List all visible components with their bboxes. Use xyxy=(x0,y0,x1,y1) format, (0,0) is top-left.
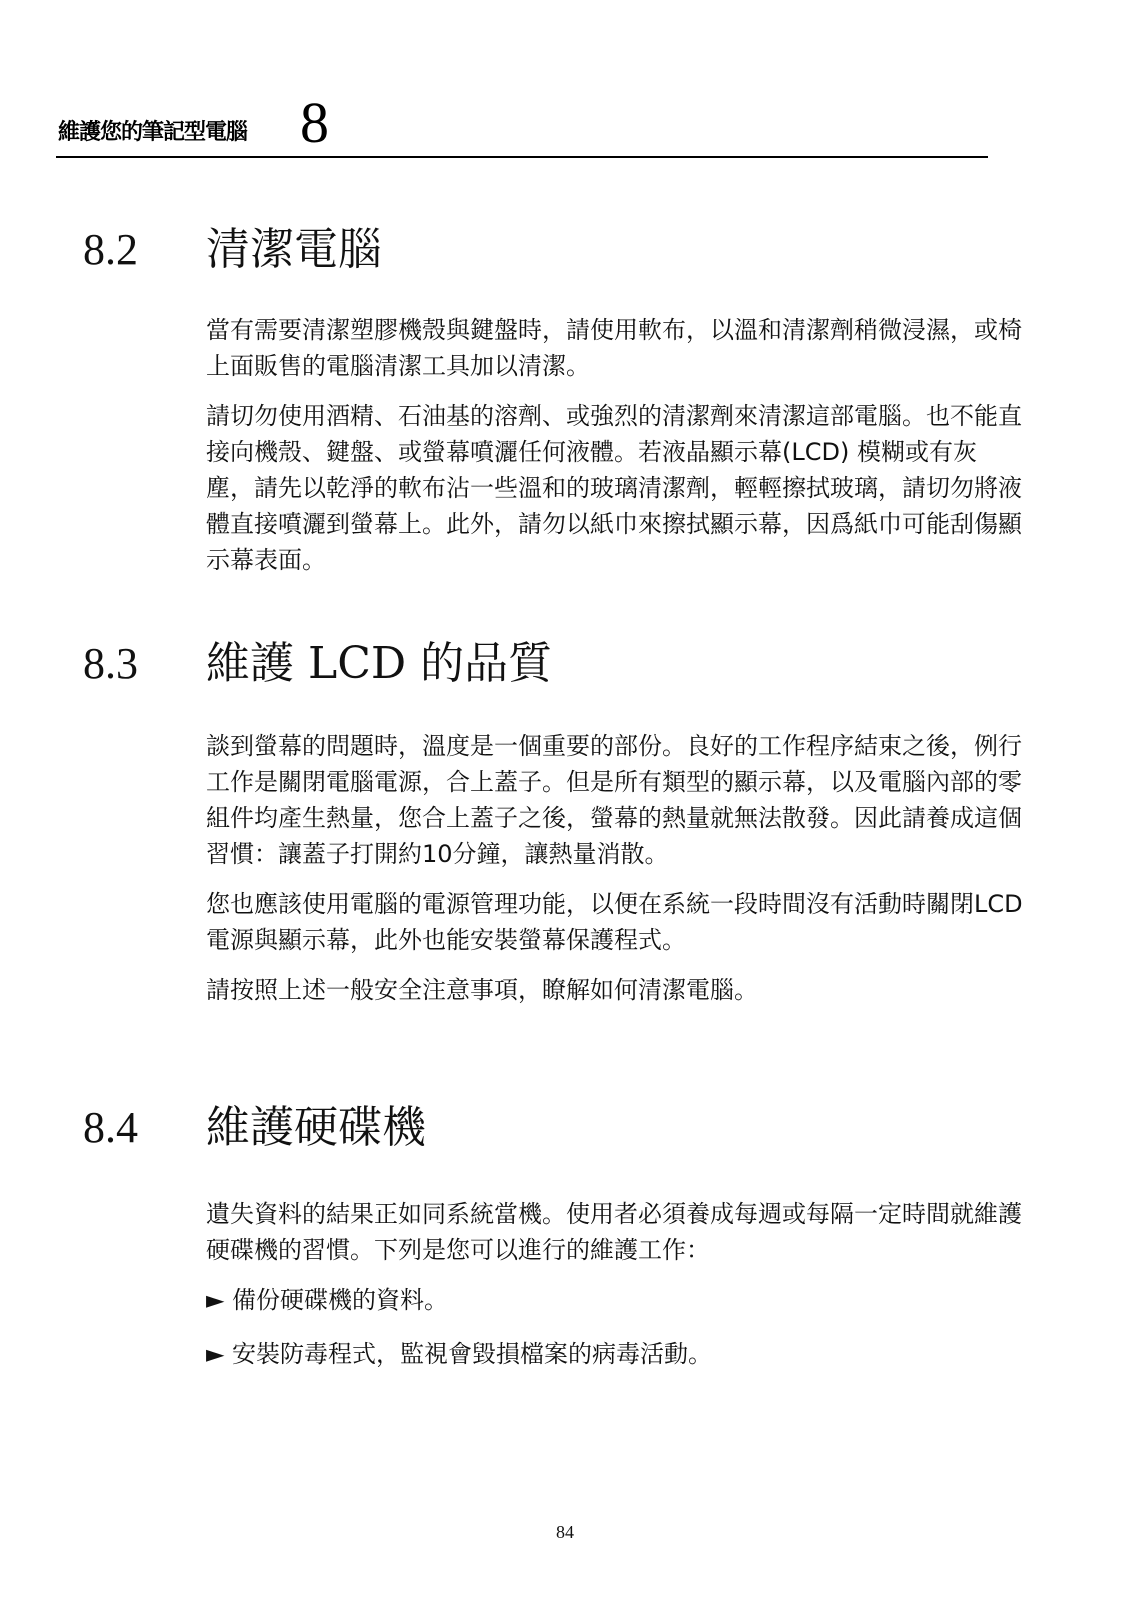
triangle-bullet-icon: ► xyxy=(206,1286,225,1314)
paragraph: 當有需要清潔塑膠機殼與鍵盤時，請使用軟布，以溫和清潔劑稍微浸濕，或椅上面販售的電腦清潔工具加以清潔。 xyxy=(206,316,1022,380)
section-number: 8.4 xyxy=(83,1103,138,1152)
list-item xyxy=(206,1336,1024,1372)
page-number: 84 xyxy=(556,1522,574,1542)
section-8-2 xyxy=(0,222,1130,282)
paragraph: 遺失資料的結果正如同系統當機。使用者必須養成每週或每隔一定時間就維護硬碟機的習慣。下列是您可以進行的維護工作： xyxy=(206,1200,1022,1264)
section-heading xyxy=(0,636,1130,696)
section-8-3-body xyxy=(206,728,1024,1022)
header-title: 維護您的筆記型電腦 xyxy=(58,120,248,145)
section-heading xyxy=(0,222,1130,282)
section-number: 8.3 xyxy=(83,639,138,688)
section-title: 維護 LCD 的品質 xyxy=(206,638,553,689)
list-item-text: 備份硬碟機的資料。 xyxy=(232,1286,448,1314)
section-title: 維護硬碟機 xyxy=(206,1102,426,1153)
paragraph: 請按照上述一般安全注意事項，瞭解如何清潔電腦。 xyxy=(206,976,758,1004)
section-8-2-body xyxy=(206,312,1024,592)
section-8-4-body xyxy=(206,1196,1024,1390)
section-number: 8.2 xyxy=(83,225,138,274)
section-8-3 xyxy=(0,636,1130,696)
chapter-number: 8 xyxy=(300,90,329,155)
running-header xyxy=(56,88,988,158)
paragraph: 請切勿使用酒精、石油基的溶劑、或強烈的清潔劑來清潔這部電腦。也不能直接向機殼、鍵盤、或螢幕噴灑任何液體。若液晶顯示幕(LCD) 模糊或有灰塵，請先以乾淨的軟布沾一些溫和的玻璃清潔劑，輕輕擦拭玻璃，請切勿將液體直接噴灑到螢幕上。此外，請勿以紙巾來擦拭顯示幕，因爲紙巾可能刮傷顯示幕表面。 xyxy=(206,402,1022,574)
paragraph: 您也應該使用電腦的電源管理功能，以便在系統一段時間沒有活動時關閉LCD電源與顯示幕，此外也能安裝螢幕保護程式。 xyxy=(206,890,1023,954)
section-heading xyxy=(0,1100,1130,1160)
section-8-4 xyxy=(0,1100,1130,1160)
triangle-bullet-icon: ► xyxy=(206,1340,225,1368)
section-title: 清潔電腦 xyxy=(206,224,382,275)
list-item-text: 安裝防毒程式，監視會毀損檔案的病毒活動。 xyxy=(232,1340,712,1368)
list-item xyxy=(206,1282,1024,1318)
paragraph: 談到螢幕的問題時，溫度是一個重要的部份。良好的工作程序結束之後，例行工作是關閉電腦電源，合上蓋子。但是所有類型的顯示幕，以及電腦內部的零組件均產生熱量，您合上蓋子之後，螢幕的熱量就無法散發。因此請養成這個習慣：讓蓋子打開約10分鐘，讓熱量消散。 xyxy=(206,732,1022,868)
